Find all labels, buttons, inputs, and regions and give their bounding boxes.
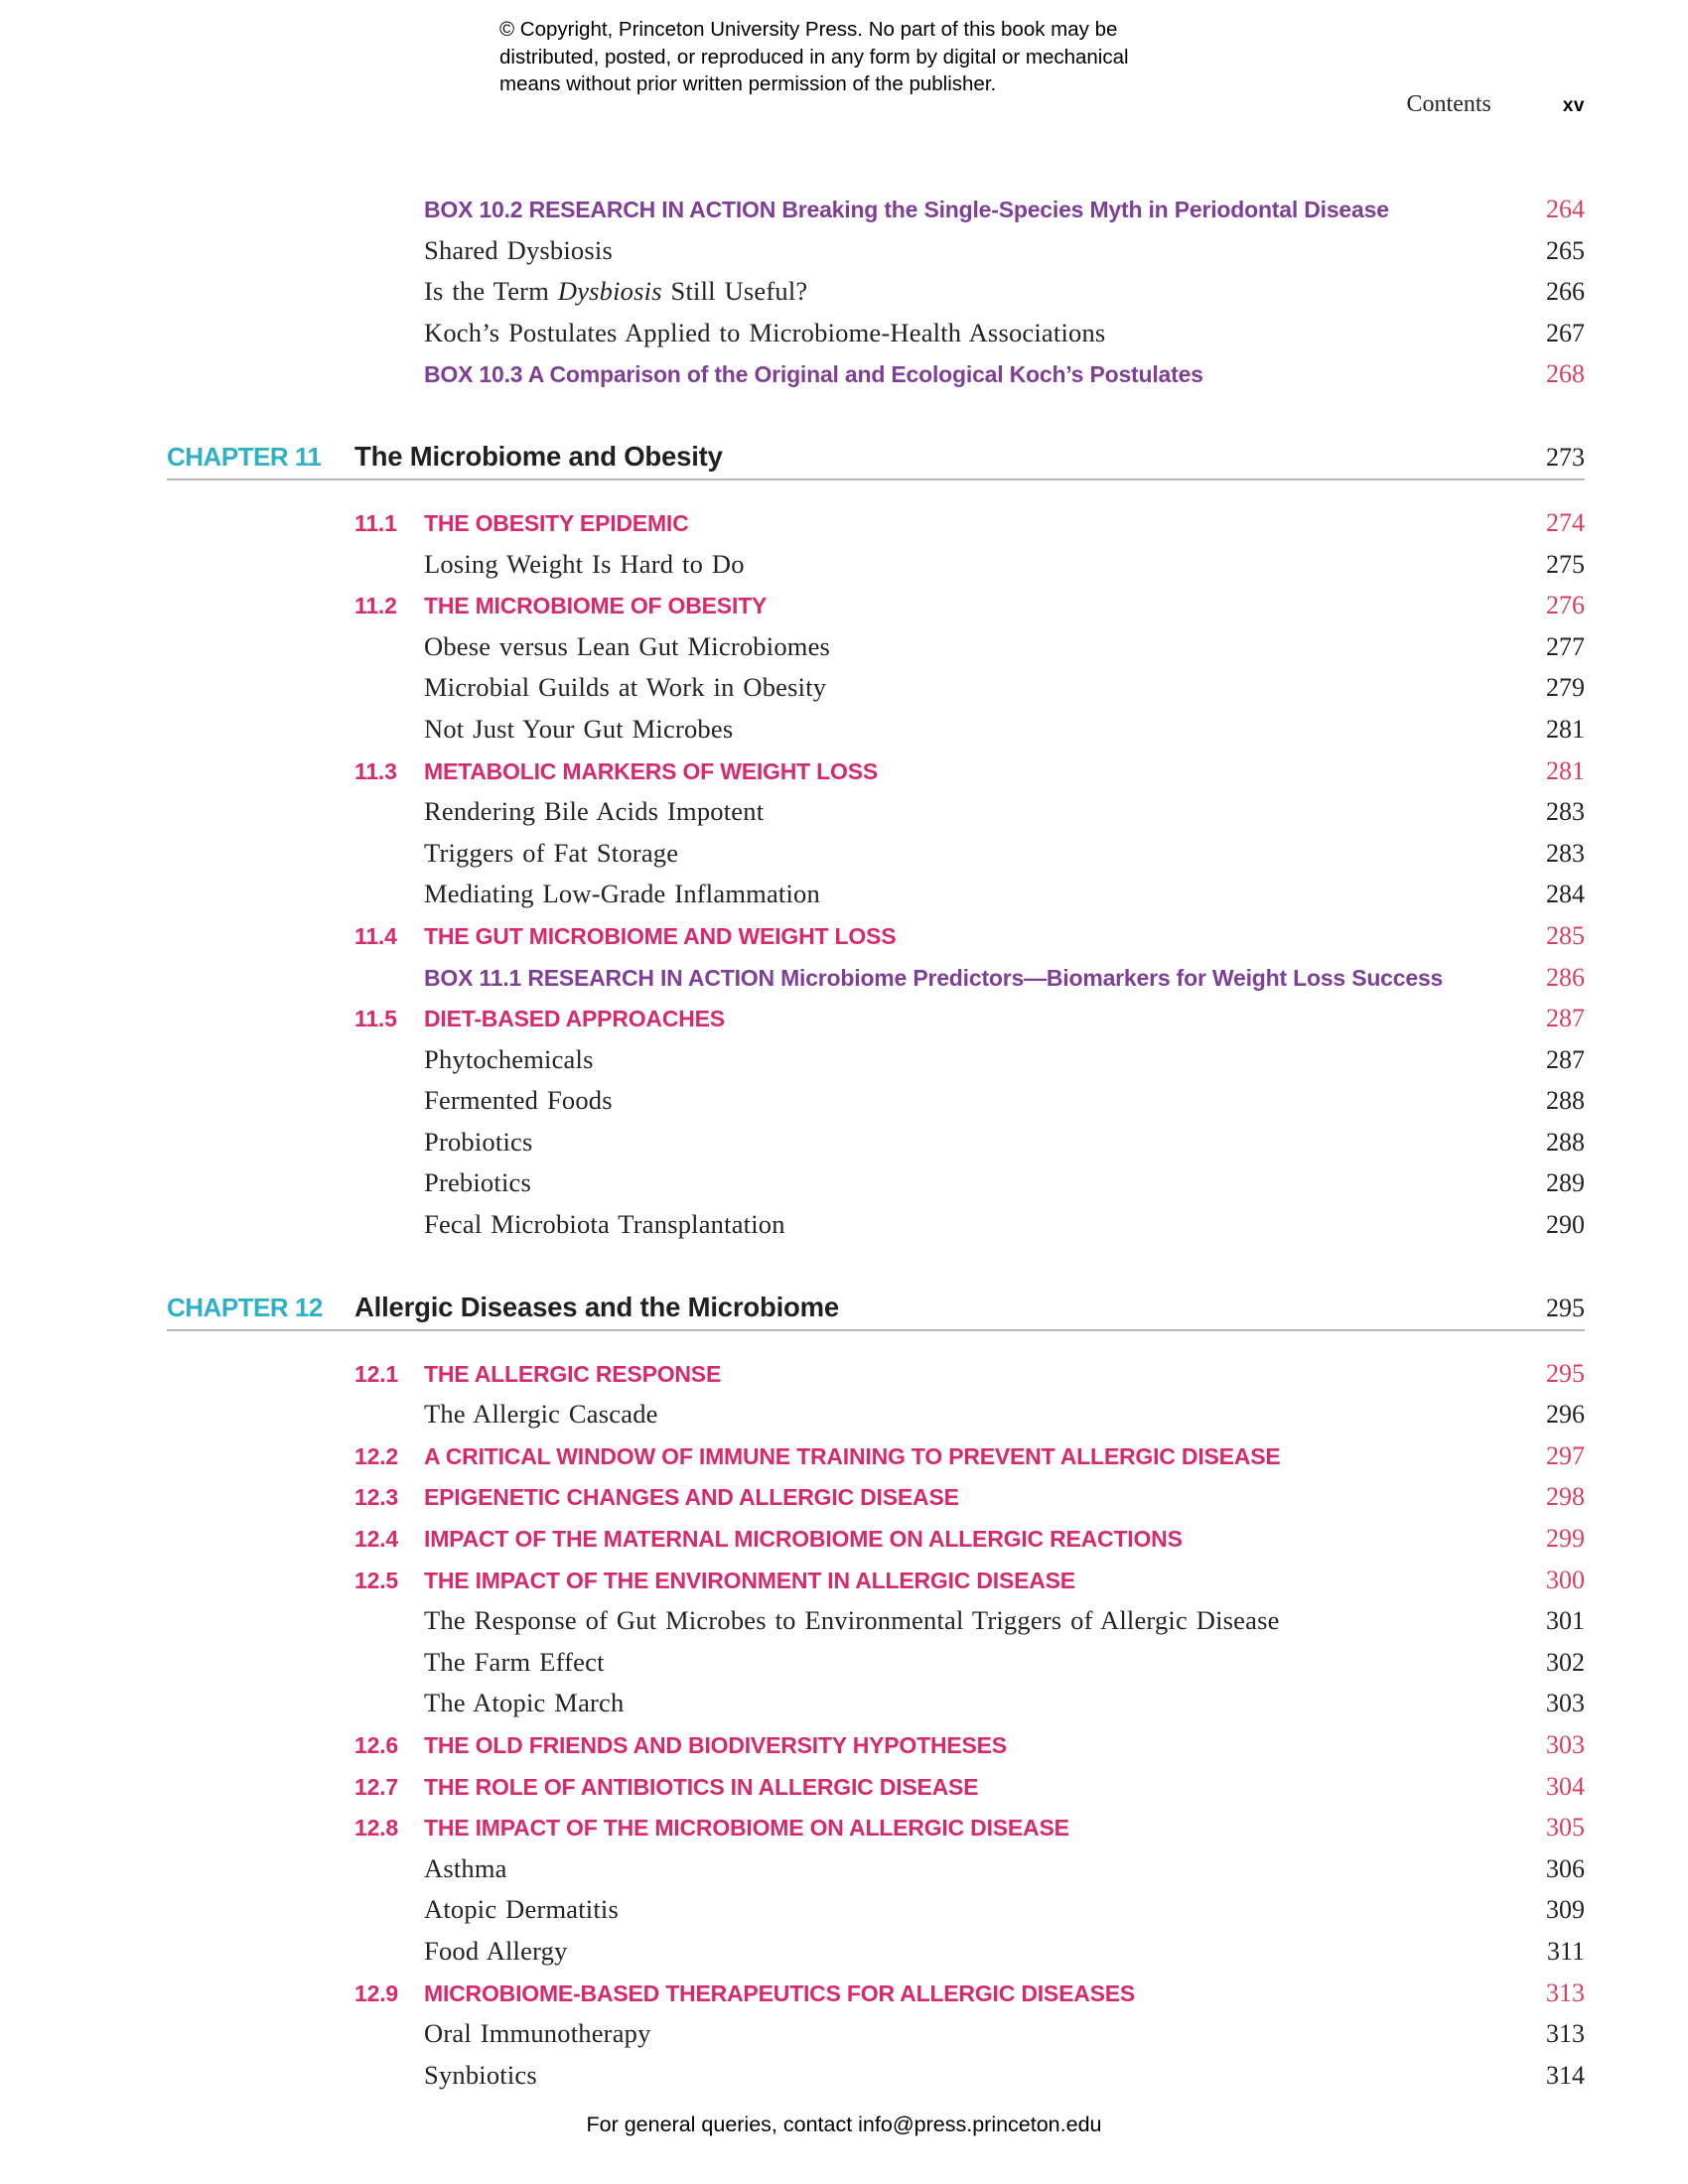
entry-text: [424, 874, 820, 915]
toc-entry-sub: [167, 1122, 1585, 1163]
entry-text: [424, 544, 745, 586]
page-number: 267: [1546, 318, 1585, 347]
toc-entry-section: [167, 1353, 1585, 1395]
entry-text-segment: Fermented Foods: [424, 1085, 613, 1116]
entry-text-segment: Probiotics: [424, 1126, 533, 1157]
section-number: 11.5: [354, 1006, 397, 1032]
entry-text: [424, 1889, 619, 1931]
entry-text-segment: Fecal Microbiota Transplantation: [424, 1209, 785, 1240]
entry-text: [424, 667, 826, 709]
page-number: 268: [1546, 359, 1585, 389]
page-header: [1407, 91, 1585, 118]
entry-text: [424, 1600, 1280, 1642]
box-title: BOX 10.2 RESEARCH IN ACTION Breaking the Single-Species Myth in Periodontal Disease: [424, 197, 1389, 222]
section-number: 12.3: [354, 1484, 398, 1511]
page-number: 273: [1546, 442, 1585, 472]
section-number: 12.2: [354, 1442, 398, 1469]
toc-entry-sub: [167, 2013, 1585, 2055]
section-title: A CRITICAL WINDOW OF IMMUNE TRAINING TO PREVENT ALLERGIC DISEASE: [424, 1442, 1281, 1469]
entry-text-segment: Food Allergy: [424, 1935, 568, 1966]
page-number: 266: [1546, 277, 1585, 307]
entry-text-segment: The Allergic Cascade: [424, 1399, 658, 1430]
page-number: 295: [1546, 1293, 1585, 1322]
entry-text-segment: Asthma: [424, 1852, 507, 1883]
entry-text: [424, 833, 678, 875]
section-number: 12.7: [354, 1773, 398, 1800]
toc-entry-section: [167, 1807, 1585, 1848]
page-number: 274: [1546, 507, 1585, 537]
section-title: THE ALLERGIC RESPONSE: [424, 1360, 722, 1387]
page-number: 287: [1546, 1004, 1585, 1033]
page-number: 313: [1546, 1978, 1585, 2007]
page-number: 311: [1546, 1936, 1585, 1966]
toc-entry-section: [167, 585, 1585, 626]
toc-entry-section: [167, 1766, 1585, 1808]
page-number: 304: [1546, 1771, 1585, 1801]
toc-entry-sub: [167, 626, 1585, 668]
toc-entry-sub: [167, 1889, 1585, 1931]
entry-text: [424, 709, 733, 751]
copyright-line: distributed, posted, or reproduced in any form by digital or mechanical: [499, 45, 1129, 68]
page-number: 288: [1546, 1127, 1585, 1157]
box-title: BOX 11.1 RESEARCH IN ACTION Microbiome Predictors—Biomarkers for Weight Loss Success: [424, 964, 1444, 991]
toc-entry-box: [167, 957, 1585, 999]
chapter-label: CHAPTER 11: [167, 441, 322, 472]
page-number: 305: [1546, 1813, 1585, 1843]
toc-chapter-heading: [167, 1284, 1585, 1331]
page-number: 285: [1546, 920, 1585, 950]
toc-entry-sub: [167, 1080, 1585, 1122]
page-number: 284: [1546, 880, 1585, 909]
page-number: 309: [1546, 1895, 1585, 1925]
section-title: EPIGENETIC CHANGES AND ALLERGIC DISEASE: [424, 1484, 959, 1511]
section-title: THE IMPACT OF THE MICROBIOME ON ALLERGIC DISEASE: [424, 1815, 1069, 1842]
entry-text-segment: Still Useful?: [661, 276, 808, 307]
section-title: THE ROLE OF ANTIBIOTICS IN ALLERGIC DISEASE: [424, 1773, 979, 1800]
entry-text-segment: The Farm Effect: [424, 1646, 605, 1677]
toc-entry-section: [167, 502, 1585, 544]
page-number: 313: [1546, 2019, 1585, 2049]
entry-text: [424, 2055, 537, 2097]
section-title: THE GUT MICROBIOME AND WEIGHT LOSS: [424, 922, 897, 949]
toc-entry-section: [167, 915, 1585, 957]
entry-text: [424, 1394, 658, 1435]
section-title: THE MICROBIOME OF OBESITY: [424, 593, 768, 619]
page-number: 279: [1546, 673, 1585, 703]
toc-entry-sub: [167, 709, 1585, 751]
page-number: 276: [1546, 591, 1585, 620]
section-number: 11.3: [354, 757, 397, 784]
page-number: 283: [1546, 838, 1585, 868]
toc-entry-sub: [167, 833, 1585, 875]
page-number: 303: [1546, 1730, 1585, 1759]
toc-entry-box: [167, 353, 1585, 395]
section-title: IMPACT OF THE MATERNAL MICROBIOME ON ALLERGIC REACTIONS: [424, 1526, 1183, 1553]
toc-entry-sub: [167, 1204, 1585, 1246]
page-number: 303: [1546, 1689, 1585, 1718]
entry-text: [424, 1683, 624, 1724]
toc-entry-sub: [167, 1039, 1585, 1081]
toc-entry-sub: [167, 1931, 1585, 1973]
page-number: 265: [1546, 235, 1585, 265]
entry-text: [424, 626, 830, 668]
page-number: 301: [1546, 1606, 1585, 1636]
chapter-label: CHAPTER 12: [167, 1292, 323, 1322]
toc-entry-sub: [167, 1642, 1585, 1684]
page-number: 300: [1546, 1565, 1585, 1594]
entry-text-segment: Shared Dysbiosis: [424, 234, 613, 265]
page-number: 287: [1546, 1044, 1585, 1074]
page-number: 288: [1546, 1086, 1585, 1116]
entry-text-segment: Mediating Low-Grade Inflammation: [424, 879, 820, 909]
entry-text-segment: Synbiotics: [424, 2059, 537, 2090]
page-number: 289: [1546, 1168, 1585, 1198]
box-title: BOX 10.3 A Comparison of the Original and Ecological Koch’s Postulates: [424, 361, 1203, 388]
entry-text-segment: Koch’s Postulates Applied to Microbiome-Health Associations: [424, 317, 1106, 347]
entry-text-segment: Is the Term: [424, 276, 558, 307]
page-number: 281: [1546, 714, 1585, 744]
entry-text: [424, 1848, 507, 1890]
page-number: 277: [1546, 631, 1585, 661]
section-title: THE OBESITY EPIDEMIC: [424, 509, 689, 536]
entry-text-segment: Not Just Your Gut Microbes: [424, 713, 734, 744]
section-title: THE OLD FRIENDS AND BIODIVERSITY HYPOTHESES: [424, 1732, 1007, 1758]
page-number: 283: [1546, 797, 1585, 827]
page-number: 306: [1546, 1853, 1585, 1883]
entry-text: [424, 791, 764, 833]
entry-text-segment: The Response of Gut Microbes to Environmental Triggers of Allergic Disease: [424, 1605, 1280, 1636]
toc-entry-section: [167, 998, 1585, 1039]
entry-text-segment: The Atopic March: [424, 1688, 625, 1718]
toc-entry-section: [167, 1518, 1585, 1560]
toc-entry-section: [167, 1724, 1585, 1766]
section-number: 12.8: [354, 1815, 398, 1842]
section-title: MICROBIOME-BASED THERAPEUTICS FOR ALLERGIC DISEASES: [424, 1979, 1136, 2006]
section-number: 12.9: [354, 1979, 398, 2006]
entry-text-italic: Dysbiosis: [557, 276, 662, 307]
page-number: 299: [1546, 1524, 1585, 1554]
page-number: 290: [1546, 1210, 1585, 1240]
toc-entry-section: [167, 751, 1585, 792]
toc-entry-section: [167, 1973, 1585, 2014]
entry-text-segment: Rendering Bile Acids Impotent: [424, 796, 765, 827]
section-title: DIET-BASED APPROACHES: [424, 1006, 725, 1032]
toc-entry-sub: [167, 1162, 1585, 1204]
page-number: 297: [1546, 1440, 1585, 1470]
entry-text: [424, 1122, 532, 1163]
toc-entry-sub: [167, 544, 1585, 586]
contents-label: Contents: [1406, 91, 1491, 117]
entry-text-segment: Obese versus Lean Gut Microbiomes: [424, 630, 831, 661]
page-number: 314: [1546, 2060, 1585, 2090]
section-title: METABOLIC MARKERS OF WEIGHT LOSS: [424, 757, 878, 784]
page-number: 298: [1546, 1482, 1585, 1512]
entry-text-segment: Triggers of Fat Storage: [424, 837, 679, 868]
page-number: 295: [1546, 1358, 1585, 1388]
entry-text: [424, 1080, 613, 1122]
toc-entry-section: [167, 1560, 1585, 1601]
page-number: 286: [1546, 962, 1585, 992]
entry-text-segment: Losing Weight Is Hard to Do: [424, 548, 745, 579]
section-number: 12.1: [354, 1360, 398, 1387]
toc-entry-section: [167, 1476, 1585, 1518]
entry-text: [424, 1039, 594, 1081]
toc-entry-sub: [167, 313, 1585, 354]
toc-entry-sub: [167, 230, 1585, 272]
copyright-line: means without prior written permission of the publisher.: [499, 72, 997, 95]
entry-text-segment: Phytochemicals: [424, 1043, 594, 1074]
page-number: 296: [1546, 1400, 1585, 1430]
entry-text: [424, 1204, 785, 1246]
entry-text-segment: Atopic Dermatitis: [424, 1894, 620, 1925]
entry-text-segment: Microbial Guilds at Work in Obesity: [424, 672, 827, 703]
page-number: 302: [1546, 1647, 1585, 1677]
section-number: 12.5: [354, 1567, 398, 1593]
toc-entry-sub: [167, 271, 1585, 313]
toc-chapter-heading: [167, 433, 1585, 480]
folio-page-number: xv: [1562, 95, 1585, 116]
toc-entry-sub: [167, 874, 1585, 915]
toc-entry-sub: [167, 1394, 1585, 1435]
entry-text: [424, 313, 1105, 354]
section-title: THE IMPACT OF THE ENVIRONMENT IN ALLERGIC DISEASE: [424, 1567, 1075, 1593]
section-number: 12.4: [354, 1526, 398, 1553]
page-number: 275: [1546, 549, 1585, 579]
toc-entry-sub: [167, 1600, 1585, 1642]
toc-entry-section: [167, 1435, 1585, 1477]
toc-entry-sub: [167, 1683, 1585, 1724]
entry-text-segment: Oral Immunotherapy: [424, 2018, 651, 2049]
footer-contact-line: For general queries, contact info@press.princeton.edu: [586, 2113, 1102, 2136]
entry-text: [424, 1931, 568, 1973]
copyright-line: © Copyright, Princeton University Press. No part of this book may be: [499, 18, 1118, 41]
entry-text: [424, 1162, 531, 1204]
section-number: 11.1: [354, 509, 397, 536]
entry-text-segment: Prebiotics: [424, 1167, 531, 1198]
chapter-title: Allergic Diseases and the Microbiome: [354, 1291, 839, 1322]
toc-entry-sub: [167, 791, 1585, 833]
entry-text: [424, 2013, 651, 2055]
section-number: 11.2: [354, 593, 397, 619]
toc-entry-box: [167, 189, 1585, 230]
chapter-title: The Microbiome and Obesity: [354, 440, 723, 472]
toc-list: [167, 189, 1585, 2096]
toc-entry-sub: [167, 667, 1585, 709]
section-number: 11.4: [354, 922, 397, 949]
entry-text: [424, 1642, 605, 1684]
section-number: 12.6: [354, 1732, 398, 1758]
page-number: 264: [1546, 195, 1585, 223]
entry-text: [424, 230, 613, 272]
toc-entry-sub: [167, 1848, 1585, 1890]
page-number: 281: [1546, 755, 1585, 785]
entry-text: [424, 271, 807, 313]
copyright-notice: [499, 16, 1129, 98]
toc-entry-sub: [167, 2055, 1585, 2097]
